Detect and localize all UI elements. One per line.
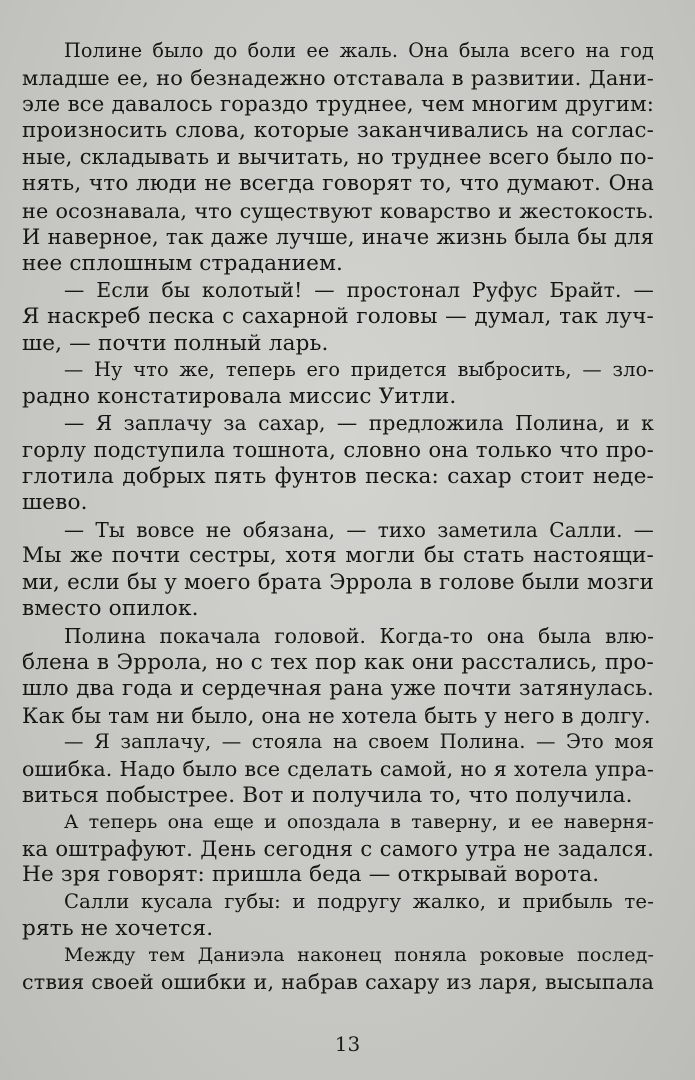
text-line: ка оштрафуют. День сегодня с самого утра не задался. — [22, 835, 654, 861]
text-line: Не зря говорят: пришла беда — открывай ворота. — [22, 862, 600, 888]
text-line: ствия своей ошибки и, набрав сахару из ларя, высыпала — [22, 969, 654, 994]
text-line: рять не хочется. — [22, 915, 214, 941]
text-line: Полина покачала головой. Когда-то она была влю- — [64, 624, 654, 649]
text-line: горлу подступила тошнота, словно она только что про- — [22, 436, 654, 462]
text-line: радно констатировала миссис Уитли. — [22, 383, 457, 409]
text-line: — Если бы колотый! — простонал Руфус Брайт. — — [64, 278, 654, 303]
text-line: Между тем Даниэла наконец поняла роковые послед- — [64, 944, 654, 967]
text-line: произносить слова, которые заканчивались на соглас- — [22, 117, 654, 143]
page-number: 13 — [334, 1032, 361, 1056]
text-line: Я наскреб песка с сахарной головы — думал, так луч- — [22, 303, 654, 329]
text-line: Как бы там ни было, она не хотела быть у него в долгу. — [22, 702, 651, 728]
text-line: ные, складывать и вычитать, но труднее всего было по- — [22, 144, 654, 170]
text-line: — Я заплачу, — стояла на своем Полина. — Это моя — [64, 730, 654, 754]
text-line: вместо опилок. — [22, 596, 199, 622]
text-line: ми, если бы у моего брата Эррола в голове были мозги — [22, 569, 654, 595]
text-line: А теперь она еще и опоздала в таверну, и ее наверня- — [64, 811, 654, 834]
text-line: Салли кусала губы: и подругу жалко, и прибыль те- — [64, 890, 654, 913]
text-line: — Ты вовсе не обязана, — тихо заметила Салли. — — [64, 517, 654, 542]
text-line: глотила добрых пять фунтов песка: сахар стоит неде- — [22, 463, 654, 489]
text-line: Мы же почти сестры, хотя могли бы стать настоящи- — [22, 543, 654, 569]
text-line: блена в Эррола, но с тех пор как они расстались, про- — [22, 649, 654, 675]
text-line: шло два года и сердечная рана уже почти затянулась. — [22, 676, 654, 702]
text-line: — Я заплачу за сахар, — предложила Полина, и к — [64, 411, 654, 436]
text-line: — Ну что же, теперь его придется выбросить, — зло- — [64, 358, 654, 382]
text-line: виться побыстрее. Вот и получила то, что получила. — [22, 782, 633, 808]
text-line: Полине было до боли ее жаль. Она была всего на год — [64, 39, 654, 62]
body-text — [22, 38, 654, 995]
text-line: ошибка. Надо было все сделать самой, но я хотела упра- — [22, 757, 654, 782]
text-line: не осознавала, что существуют коварство и жестокость. — [22, 198, 654, 223]
text-line: эле все давалось гораздо труднее, чем многим другим: — [22, 91, 654, 117]
text-line: нее сплошным страданием. — [22, 250, 344, 276]
text-line: ше, — почти полный ларь. — [22, 330, 329, 356]
text-line: младше ее, но безнадежно отставала в развитии. Дани- — [22, 65, 654, 90]
text-line: нять, что люди не всегда говорят то, что думают. Она — [22, 170, 654, 196]
text-line: И наверное, так даже лучше, иначе жизнь была бы для — [22, 225, 654, 250]
text-line: шево. — [22, 490, 88, 516]
